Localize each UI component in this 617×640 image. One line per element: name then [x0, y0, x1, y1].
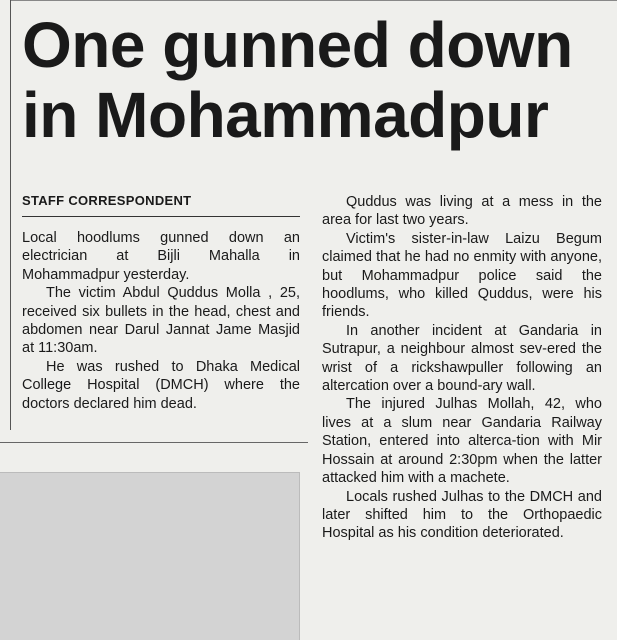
headline-line-1: One gunned down	[22, 9, 573, 81]
paragraph: Victim's sister-in-law Laizu Begum claimed that he had no enmity with anyone, but Mohammadpur police said the hoodlums, who killed Quddus, were his friends.	[322, 230, 602, 321]
byline: STAFF CORRESPONDENT	[22, 193, 300, 217]
paragraph: He was rushed to Dhaka Medical College Hospital (DMCH) where the doctors declared him dead.	[22, 358, 300, 412]
left-column-rule	[10, 0, 11, 430]
headline	[22, 10, 617, 150]
paragraph: Quddus was living at a mess in the area for last two years.	[322, 194, 602, 229]
headline-line-2: in Mohammadpur	[22, 79, 549, 151]
top-rule	[10, 0, 617, 1]
paragraph: The injured Julhas Mollah, 42, who lives at a slum near Gandaria Railway Station, entered into alterca-tion with Mir Hossain at around 2:30pm when the latter attacked him with a machete.	[322, 396, 602, 487]
left-column	[22, 193, 300, 413]
paragraph: Local hoodlums gunned down an electrician at Bijli Mahalla in Mohammadpur yesterday.	[22, 230, 300, 283]
section-divider	[0, 442, 308, 443]
paragraph: In another incident at Gandaria in Sutrapur, a neighbour almost sev-ered the wrist of a rickshawpuller following an altercation over a bound-ary wall.	[322, 322, 602, 395]
paragraph: The victim Abdul Quddus Molla , 25, received six bullets in the head, chest and abdomen near Darul Jannat Jame Masjid at 11:30am.	[22, 285, 300, 357]
right-column	[322, 193, 602, 543]
paragraph: Locals rushed Julhas to the DMCH and later shifted him to the Orthopaedic Hospital as his condition deteriorated.	[322, 488, 602, 542]
adjacent-image-block	[0, 472, 300, 640]
